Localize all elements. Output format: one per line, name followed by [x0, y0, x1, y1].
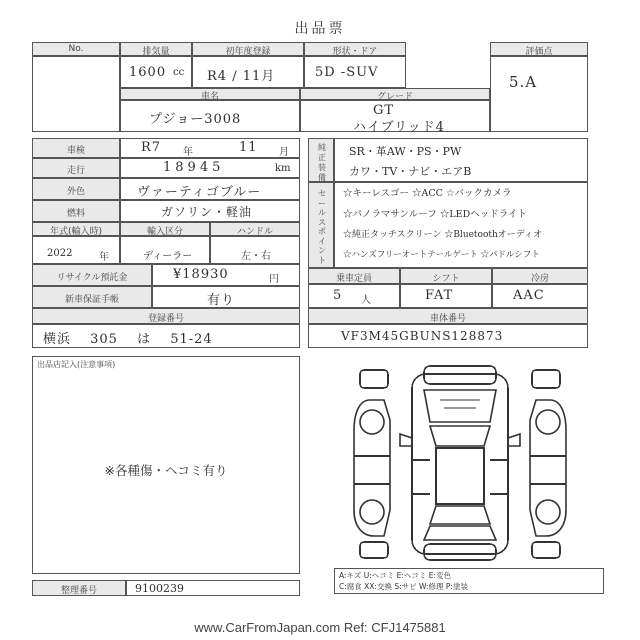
plate-label: 登録番号	[147, 314, 184, 324]
manual-label: 新車保証手帳	[64, 295, 119, 305]
grade-value-line2: ハイブリッド4	[353, 120, 445, 135]
selling-point-2: ☆パノラマサンルーフ ☆LEDヘッドライト	[343, 209, 527, 220]
car-damage-diagram-icon	[340, 360, 580, 568]
ac-label: 冷房	[530, 274, 549, 284]
front-bumper	[424, 366, 496, 384]
rating-value: 5.A	[509, 73, 538, 91]
import-label-cell	[32, 222, 120, 236]
import-cat-value: ディーラー	[143, 251, 193, 262]
selling-point-1: ☆キーレスゴー ☆ACC ☆バックカメラ	[343, 188, 512, 199]
capacity-value: 5	[333, 288, 343, 303]
body-type-label-cell	[304, 42, 406, 56]
selling-label: セールスポイント	[318, 189, 326, 265]
recycle-unit: 円	[269, 274, 279, 285]
capacity-value-cell	[308, 284, 400, 308]
manual-value-cell	[152, 286, 300, 308]
car-name-value: プジョー3008	[149, 112, 242, 127]
roof	[436, 448, 484, 504]
recycle-value-cell	[152, 264, 300, 286]
capacity-label: 乗車定員	[335, 274, 372, 284]
mileage-label: 走行	[66, 166, 85, 176]
trunk	[424, 526, 496, 540]
import-cat-label-cell	[120, 222, 210, 236]
rear-view-left	[360, 542, 388, 558]
no-label: No.	[68, 44, 84, 54]
car-name-value-cell	[120, 100, 300, 132]
remarks-label: 出品店記入(注意事項)	[37, 360, 116, 369]
ac-value: AAC	[513, 288, 545, 303]
stock-label-cell	[32, 580, 126, 596]
right-front-wheel	[536, 410, 560, 434]
selling-point-3: ☆純正タッチスクリーン ☆Bluetoothオーディオ	[343, 230, 543, 240]
body-type-value-cell	[304, 56, 406, 88]
displacement-unit: cc	[173, 67, 185, 78]
mileage-unit: km	[275, 163, 291, 174]
shaken-month-unit: 月	[279, 147, 289, 158]
mileage-label-cell	[32, 158, 120, 178]
left-front-wheel	[360, 410, 384, 434]
manual-label-cell	[32, 286, 152, 308]
plate-label-cell	[32, 308, 300, 324]
handle-label-cell	[210, 222, 300, 236]
stock-value-cell	[126, 580, 300, 596]
sheet-title: 出品票	[294, 21, 346, 37]
standard-label: 純正装備	[318, 143, 326, 182]
import-cat-value-cell	[120, 236, 210, 264]
front-view-left	[360, 370, 388, 388]
import-cat-label: 輸入区分	[146, 227, 183, 237]
fuel-label-cell	[32, 200, 120, 222]
shaken-year-unit: 年	[183, 147, 193, 158]
selling-value-cell	[334, 182, 588, 268]
standard-label-cell	[308, 138, 334, 182]
rating-value-cell	[490, 56, 588, 132]
import-label: 年式(輸入時)	[49, 227, 103, 237]
car-name-label: 車名	[200, 92, 219, 102]
displacement-value-cell	[120, 56, 192, 88]
handle-value-cell	[210, 236, 300, 264]
fuel-value-cell	[120, 200, 300, 222]
body-type-value: 5D -SUV	[315, 65, 379, 80]
shaken-year: R7	[141, 140, 162, 155]
plate-value: 横浜 305 は 51-24	[43, 332, 213, 347]
capacity-label-cell	[308, 268, 400, 284]
selling-label-cell	[308, 182, 334, 268]
standard-value-cell	[334, 138, 588, 182]
import-unit: 年	[99, 252, 109, 263]
color-value-cell	[120, 178, 300, 200]
first-reg-value-cell	[192, 56, 304, 88]
shaken-label: 車検	[66, 146, 85, 156]
capacity-unit: 人	[361, 295, 371, 306]
shaken-month: 11	[239, 140, 258, 155]
recycle-label: リサイクル預託金	[56, 273, 128, 283]
fuel-label: 燃料	[66, 209, 85, 219]
first-reg-label: 初年度登録	[225, 47, 271, 57]
color-label: 外色	[66, 187, 85, 197]
manual-value: 有り	[207, 293, 236, 308]
shift-value: FAT	[425, 288, 454, 303]
displacement-label-cell	[120, 42, 192, 56]
fuel-options: ガソリン・軽油	[161, 205, 253, 219]
stock-label: 整理番号	[60, 586, 97, 596]
mileage-value-cell	[120, 158, 300, 178]
standard-line1: SR・革AW・PS・PW	[349, 145, 462, 158]
vin-label: 車体番号	[429, 314, 466, 324]
watermark-footer: www.CarFromJapan.com Ref: CFJ1475881	[194, 620, 446, 635]
rear-view-right	[532, 542, 560, 558]
body-type-label: 形状・ドア	[332, 47, 378, 57]
vin-value-cell	[308, 324, 588, 348]
damage-legend	[334, 568, 604, 594]
rating-label-cell	[490, 42, 588, 56]
no-label-cell	[32, 42, 120, 56]
grade-value-line1: GT	[373, 103, 395, 118]
displacement-label: 排気量	[142, 47, 170, 57]
selling-point-4: ☆ハンズフリーオートテールゲート ☆パドルシフト	[343, 250, 540, 260]
rear-bumper	[424, 544, 496, 560]
legend-line2: C:腐食 XX:交換 S:サビ W:修理 P:塗装	[339, 582, 468, 591]
mileage-value: 18945	[163, 160, 225, 175]
standard-line2: カワ・TV・ナビ・エアB	[349, 165, 472, 178]
recycle-label-cell	[32, 264, 152, 286]
shift-value-cell	[400, 284, 492, 308]
import-value-cell	[32, 236, 120, 264]
legend-line1: A:キズ U:ヘコミ E:ヘコミ E:変色	[339, 571, 452, 580]
vin-label-cell	[308, 308, 588, 324]
hood	[424, 390, 496, 422]
shaken-value-cell	[120, 138, 300, 158]
color-value: ヴァーティゴブルー	[137, 185, 262, 200]
rating-label: 評価点	[525, 47, 553, 57]
legend-box	[334, 568, 604, 594]
color-label-cell	[32, 178, 120, 200]
left-rear-wheel	[360, 500, 384, 524]
front-view-right	[532, 370, 560, 388]
shift-label-cell	[400, 268, 492, 284]
grade-label-cell	[300, 88, 490, 100]
first-reg-label-cell	[192, 42, 304, 56]
grade-value-cell	[300, 100, 490, 135]
grade-label: グレード	[376, 92, 413, 102]
car-name-label-cell	[120, 88, 300, 100]
displacement-value: 1600	[129, 65, 167, 80]
windshield	[430, 426, 490, 446]
no-value-cell	[32, 56, 120, 132]
recycle-value: ¥18930	[173, 267, 229, 282]
plate-value-cell	[32, 324, 300, 348]
remarks-note: ※各種傷・ヘコミ有り	[104, 463, 228, 478]
remarks-box	[32, 356, 300, 574]
first-reg-value: R4 / 11月	[207, 69, 276, 84]
shift-label: シフト	[432, 274, 460, 284]
right-rear-wheel	[536, 500, 560, 524]
handle-value: 左・右	[241, 251, 271, 262]
ac-label-cell	[492, 268, 588, 284]
shaken-label-cell	[32, 138, 120, 158]
vin-value: VF3M45GBUNS128873	[341, 329, 504, 343]
stock-value: 9100239	[135, 582, 184, 595]
rear-window	[430, 506, 490, 524]
ac-value-cell	[492, 284, 588, 308]
import-value: 2022	[47, 248, 73, 259]
handle-label: ハンドル	[236, 227, 273, 237]
